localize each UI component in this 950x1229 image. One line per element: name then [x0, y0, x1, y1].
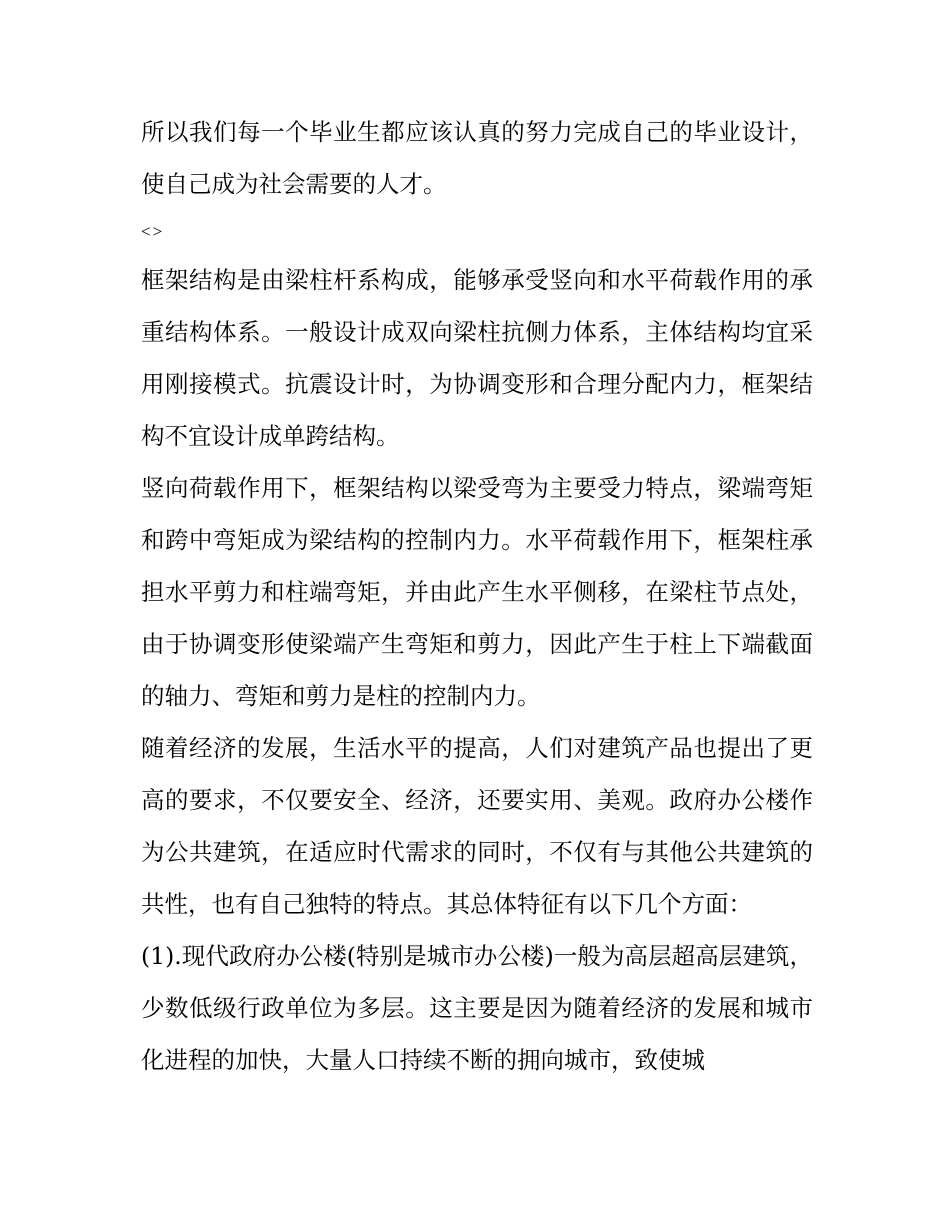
paragraph-5: (1).现代政府办公楼(特别是城市办公楼)一般为高层超高层建筑，少数低级行政单位为多层。这主要是因为随着经济的发展和城市化进程的加快，大量人口持续不断的拥向城市，致使城 — [141, 942, 813, 1074]
placeholder-marker: <> — [141, 222, 165, 241]
document-body — [141, 106, 813, 1086]
paragraph-4: 随着经济的发展，生活水平的提高，人们对建筑产品也提出了更高的要求，不仅要安全、经济，还要实用、美观。政府办公楼作为公共建筑，在适应时代需求的同时，不仅有与其他公共建筑的共性，也有自己独特的特点。其总体特征有以下几个方面： — [141, 734, 813, 918]
paragraph-1: 所以我们每一个毕业生都应该认真的努力完成自己的毕业设计，使自己成为社会需要的人才。 — [141, 118, 813, 198]
paragraph-3: 竖向荷载作用下，框架结构以梁受弯为主要受力特点，梁端弯矩和跨中弯矩成为梁结构的控制内力。水平荷载作用下，框架柱承担水平剪力和柱端弯矩，并由此产生水平侧移，在梁柱节点处，由于协调变形使梁端产生弯矩和剪力，因此产生于柱上下端截面的轴力、弯矩和剪力是柱的控制内力。 — [141, 474, 813, 710]
paragraph-2: 框架结构是由梁柱杆系构成，能够承受竖向和水平荷载作用的承重结构体系。一般设计成双向梁柱抗侧力体系，主体结构均宜采用刚接模式。抗震设计时，为协调变形和合理分配内力，框架结构不宜设计成单跨结构。 — [141, 266, 813, 450]
